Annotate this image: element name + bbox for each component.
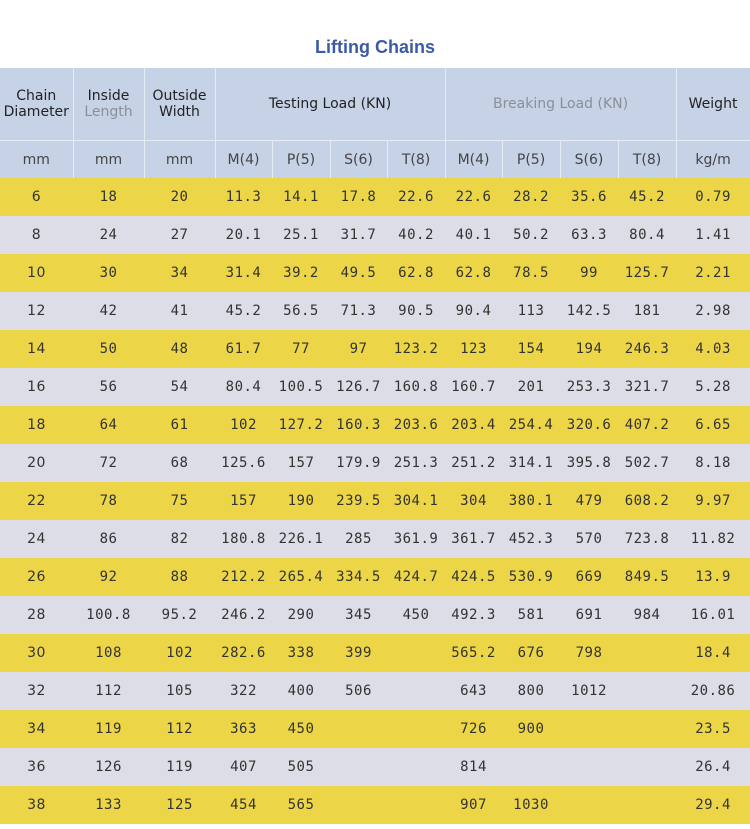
table-cell: 290 xyxy=(272,596,330,634)
table-cell: 400 xyxy=(272,672,330,710)
table-cell: 570 xyxy=(560,520,618,558)
header-chain-diameter-line2: Diameter xyxy=(3,104,69,120)
table-cell: 450 xyxy=(387,596,445,634)
table-cell: 304 xyxy=(445,482,502,520)
table-cell: 492.3 xyxy=(445,596,502,634)
unit-cell: M(4) xyxy=(445,141,502,179)
table-cell: 322 xyxy=(215,672,272,710)
table-cell: 6 xyxy=(0,178,73,216)
table-row xyxy=(0,710,750,748)
table-cell: 68 xyxy=(144,444,215,482)
table-cell: 142.5 xyxy=(560,292,618,330)
table-cell: 723.8 xyxy=(618,520,676,558)
table-cell: 1030 xyxy=(502,786,560,824)
table-cell: 32 xyxy=(0,672,73,710)
table-cell: 26 xyxy=(0,558,73,596)
table-cell xyxy=(387,672,445,710)
table-cell: 179.9 xyxy=(330,444,387,482)
table-cell: 11.3 xyxy=(215,178,272,216)
table-cell: 45.2 xyxy=(618,178,676,216)
table-cell: 23.5 xyxy=(676,710,750,748)
table-cell: 11.82 xyxy=(676,520,750,558)
unit-cell: S(6) xyxy=(560,141,618,179)
table-cell: 395.8 xyxy=(560,444,618,482)
table-cell: 48 xyxy=(144,330,215,368)
table-cell: 424.7 xyxy=(387,558,445,596)
table-cell xyxy=(387,748,445,786)
table-cell: 112 xyxy=(73,672,144,710)
table-cell xyxy=(560,748,618,786)
table-cell: 9.97 xyxy=(676,482,750,520)
table-cell: 62.8 xyxy=(445,254,502,292)
table-row xyxy=(0,634,750,672)
table-cell: 194 xyxy=(560,330,618,368)
table-cell: 900 xyxy=(502,710,560,748)
table-cell: 157 xyxy=(272,444,330,482)
table-cell: 123.2 xyxy=(387,330,445,368)
table-cell: 40.1 xyxy=(445,216,502,254)
table-cell xyxy=(330,786,387,824)
table-cell: 282.6 xyxy=(215,634,272,672)
table-cell: 246.3 xyxy=(618,330,676,368)
table-cell: 13.9 xyxy=(676,558,750,596)
table-cell: 251.2 xyxy=(445,444,502,482)
table-cell: 50.2 xyxy=(502,216,560,254)
table-cell xyxy=(330,710,387,748)
table-cell: 50 xyxy=(73,330,144,368)
table-cell: 95.2 xyxy=(144,596,215,634)
unit-cell: T(8) xyxy=(618,141,676,179)
table-cell: 203.6 xyxy=(387,406,445,444)
unit-cell: M(4) xyxy=(215,141,272,179)
table-cell: 201 xyxy=(502,368,560,406)
table-cell: 125.6 xyxy=(215,444,272,482)
table-row xyxy=(0,368,750,406)
table-cell: 814 xyxy=(445,748,502,786)
table-row xyxy=(0,330,750,368)
table-cell: 160.7 xyxy=(445,368,502,406)
table-cell: 22.6 xyxy=(445,178,502,216)
table-cell: 239.5 xyxy=(330,482,387,520)
unit-cell: T(8) xyxy=(387,141,445,179)
table-row xyxy=(0,254,750,292)
table-cell: 800 xyxy=(502,672,560,710)
table-cell xyxy=(618,748,676,786)
table-cell xyxy=(560,710,618,748)
table-cell xyxy=(618,710,676,748)
table-row xyxy=(0,444,750,482)
table-cell: 203.4 xyxy=(445,406,502,444)
table-cell: 407.2 xyxy=(618,406,676,444)
table-cell xyxy=(618,672,676,710)
table-cell: 18 xyxy=(0,406,73,444)
table-cell: 97 xyxy=(330,330,387,368)
header-outside-width xyxy=(144,68,215,141)
header-outside-width-line2: Width xyxy=(159,104,200,120)
table-cell: 77 xyxy=(272,330,330,368)
header-breaking-load: Breaking Load (KN) xyxy=(445,68,676,141)
table-cell: 676 xyxy=(502,634,560,672)
table-cell: 61 xyxy=(144,406,215,444)
table-cell: 30 xyxy=(0,634,73,672)
table-cell: 10 xyxy=(0,254,73,292)
table-cell: 90.4 xyxy=(445,292,502,330)
table-cell: 320.6 xyxy=(560,406,618,444)
table-cell: 100.8 xyxy=(73,596,144,634)
header-row xyxy=(0,68,750,141)
table-cell: 108 xyxy=(73,634,144,672)
table-cell: 78 xyxy=(73,482,144,520)
table-cell: 18.4 xyxy=(676,634,750,672)
table-cell: 726 xyxy=(445,710,502,748)
table-row xyxy=(0,406,750,444)
table-cell: 49.5 xyxy=(330,254,387,292)
table-cell: 669 xyxy=(560,558,618,596)
unit-cell: kg/m xyxy=(676,141,750,179)
table-cell: 133 xyxy=(73,786,144,824)
table-cell: 22 xyxy=(0,482,73,520)
table-cell: 100.5 xyxy=(272,368,330,406)
table-cell: 1.41 xyxy=(676,216,750,254)
table-row xyxy=(0,482,750,520)
table-cell: 380.1 xyxy=(502,482,560,520)
header-chain-diameter-line1: Chain xyxy=(16,88,57,104)
table-cell: 64 xyxy=(73,406,144,444)
table-cell: 798 xyxy=(560,634,618,672)
table-cell: 92 xyxy=(73,558,144,596)
table-cell: 72 xyxy=(73,444,144,482)
table-cell: 581 xyxy=(502,596,560,634)
table-cell: 75 xyxy=(144,482,215,520)
table-cell: 2.98 xyxy=(676,292,750,330)
table-cell: 30 xyxy=(73,254,144,292)
table-cell xyxy=(330,748,387,786)
table-cell: 450 xyxy=(272,710,330,748)
table-cell: 254.4 xyxy=(502,406,560,444)
table-cell: 34 xyxy=(144,254,215,292)
table-cell: 61.7 xyxy=(215,330,272,368)
table-cell: 363 xyxy=(215,710,272,748)
table-cell: 984 xyxy=(618,596,676,634)
table-cell: 63.3 xyxy=(560,216,618,254)
header-inside-length-line1: Inside xyxy=(87,88,130,104)
table-cell: 334.5 xyxy=(330,558,387,596)
unit-cell: mm xyxy=(73,141,144,179)
table-cell: 29.4 xyxy=(676,786,750,824)
table-cell: 160.3 xyxy=(330,406,387,444)
table-cell: 321.7 xyxy=(618,368,676,406)
table-cell: 160.8 xyxy=(387,368,445,406)
table-cell: 361.7 xyxy=(445,520,502,558)
table-cell: 56 xyxy=(73,368,144,406)
table-cell: 212.2 xyxy=(215,558,272,596)
table-cell: 314.1 xyxy=(502,444,560,482)
table-cell: 82 xyxy=(144,520,215,558)
table-cell: 127.2 xyxy=(272,406,330,444)
table-cell: 36 xyxy=(0,748,73,786)
table-row xyxy=(0,216,750,254)
table-cell: 454 xyxy=(215,786,272,824)
table-cell xyxy=(387,634,445,672)
table-cell: 265.4 xyxy=(272,558,330,596)
page-title: Lifting Chains xyxy=(315,37,435,57)
table-cell: 253.3 xyxy=(560,368,618,406)
table-cell: 39.2 xyxy=(272,254,330,292)
table-cell: 4.03 xyxy=(676,330,750,368)
table-cell: 34 xyxy=(0,710,73,748)
table-cell: 102 xyxy=(215,406,272,444)
table-cell: 6.65 xyxy=(676,406,750,444)
table-cell: 2.21 xyxy=(676,254,750,292)
table-cell: 304.1 xyxy=(387,482,445,520)
table-row xyxy=(0,786,750,824)
table-cell: 1012 xyxy=(560,672,618,710)
table-cell: 246.2 xyxy=(215,596,272,634)
table-cell: 565.2 xyxy=(445,634,502,672)
table-cell: 42 xyxy=(73,292,144,330)
table-cell: 112 xyxy=(144,710,215,748)
table-cell: 16 xyxy=(0,368,73,406)
table-cell: 54 xyxy=(144,368,215,406)
table-cell: 530.9 xyxy=(502,558,560,596)
table-cell: 16.01 xyxy=(676,596,750,634)
table-cell: 154 xyxy=(502,330,560,368)
table-cell: 608.2 xyxy=(618,482,676,520)
table-cell: 8 xyxy=(0,216,73,254)
table-cell: 14 xyxy=(0,330,73,368)
table-cell: 479 xyxy=(560,482,618,520)
table-row xyxy=(0,596,750,634)
table-cell: 452.3 xyxy=(502,520,560,558)
table-cell: 99 xyxy=(560,254,618,292)
table-cell: 20.1 xyxy=(215,216,272,254)
table-cell: 31.7 xyxy=(330,216,387,254)
table-cell: 78.5 xyxy=(502,254,560,292)
table-cell: 505 xyxy=(272,748,330,786)
table-cell xyxy=(502,748,560,786)
table-cell: 88 xyxy=(144,558,215,596)
table-cell: 126 xyxy=(73,748,144,786)
header-inside-length-line2: Length xyxy=(84,104,133,120)
table-cell: 28 xyxy=(0,596,73,634)
header-chain-diameter xyxy=(0,68,73,141)
table-cell: 31.4 xyxy=(215,254,272,292)
table-cell: 20.86 xyxy=(676,672,750,710)
table-cell: 190 xyxy=(272,482,330,520)
table-row xyxy=(0,748,750,786)
table-cell: 338 xyxy=(272,634,330,672)
table-cell: 424.5 xyxy=(445,558,502,596)
table-cell: 22.6 xyxy=(387,178,445,216)
table-cell: 62.8 xyxy=(387,254,445,292)
table-cell: 407 xyxy=(215,748,272,786)
table-cell: 56.5 xyxy=(272,292,330,330)
table-cell xyxy=(560,786,618,824)
table-cell: 251.3 xyxy=(387,444,445,482)
table-cell: 157 xyxy=(215,482,272,520)
table-cell: 24 xyxy=(0,520,73,558)
table-cell: 8.18 xyxy=(676,444,750,482)
table-cell: 18 xyxy=(73,178,144,216)
unit-cell: P(5) xyxy=(272,141,330,179)
table-cell: 5.28 xyxy=(676,368,750,406)
table-cell: 17.8 xyxy=(330,178,387,216)
table-cell: 502.7 xyxy=(618,444,676,482)
table-cell: 345 xyxy=(330,596,387,634)
table-cell: 565 xyxy=(272,786,330,824)
table-cell: 849.5 xyxy=(618,558,676,596)
table-cell: 0.79 xyxy=(676,178,750,216)
unit-cell: S(6) xyxy=(330,141,387,179)
table-cell: 35.6 xyxy=(560,178,618,216)
table-cell xyxy=(618,786,676,824)
table-cell: 80.4 xyxy=(618,216,676,254)
table-cell: 506 xyxy=(330,672,387,710)
header-outside-width-line1: Outside xyxy=(152,88,207,104)
table-cell: 20 xyxy=(144,178,215,216)
table-body xyxy=(0,178,750,824)
table-cell: 643 xyxy=(445,672,502,710)
table-cell: 45.2 xyxy=(215,292,272,330)
table-cell: 27 xyxy=(144,216,215,254)
unit-cell: mm xyxy=(144,141,215,179)
table-row xyxy=(0,672,750,710)
table-cell: 181 xyxy=(618,292,676,330)
table-cell: 24 xyxy=(73,216,144,254)
units-row xyxy=(0,141,750,179)
table-cell: 102 xyxy=(144,634,215,672)
table-row xyxy=(0,292,750,330)
table-cell: 80.4 xyxy=(215,368,272,406)
table-cell: 41 xyxy=(144,292,215,330)
table-cell: 285 xyxy=(330,520,387,558)
table-cell: 226.1 xyxy=(272,520,330,558)
table-cell: 86 xyxy=(73,520,144,558)
table-cell: 105 xyxy=(144,672,215,710)
table-cell: 180.8 xyxy=(215,520,272,558)
header-testing-load: Testing Load (KN) xyxy=(215,68,445,141)
table-cell: 361.9 xyxy=(387,520,445,558)
unit-cell: mm xyxy=(0,141,73,179)
table-cell: 25.1 xyxy=(272,216,330,254)
table-cell: 12 xyxy=(0,292,73,330)
table-cell: 26.4 xyxy=(676,748,750,786)
header-weight: Weight xyxy=(676,68,750,141)
table-cell xyxy=(387,786,445,824)
table-cell: 125.7 xyxy=(618,254,676,292)
table-cell: 20 xyxy=(0,444,73,482)
table-cell: 123 xyxy=(445,330,502,368)
table-row xyxy=(0,178,750,216)
table-cell: 691 xyxy=(560,596,618,634)
table-cell: 71.3 xyxy=(330,292,387,330)
table-row xyxy=(0,558,750,596)
table-cell: 907 xyxy=(445,786,502,824)
table-cell xyxy=(387,710,445,748)
table-cell: 14.1 xyxy=(272,178,330,216)
table-cell: 119 xyxy=(73,710,144,748)
table-cell: 38 xyxy=(0,786,73,824)
table-cell: 40.2 xyxy=(387,216,445,254)
table-cell: 399 xyxy=(330,634,387,672)
table-cell: 126.7 xyxy=(330,368,387,406)
table-cell: 125 xyxy=(144,786,215,824)
table-cell: 90.5 xyxy=(387,292,445,330)
table-cell: 119 xyxy=(144,748,215,786)
table-row xyxy=(0,520,750,558)
header-inside-length xyxy=(73,68,144,141)
lifting-chains-table xyxy=(0,68,750,824)
unit-cell: P(5) xyxy=(502,141,560,179)
table-cell: 113 xyxy=(502,292,560,330)
table-cell xyxy=(618,634,676,672)
table-cell: 28.2 xyxy=(502,178,560,216)
